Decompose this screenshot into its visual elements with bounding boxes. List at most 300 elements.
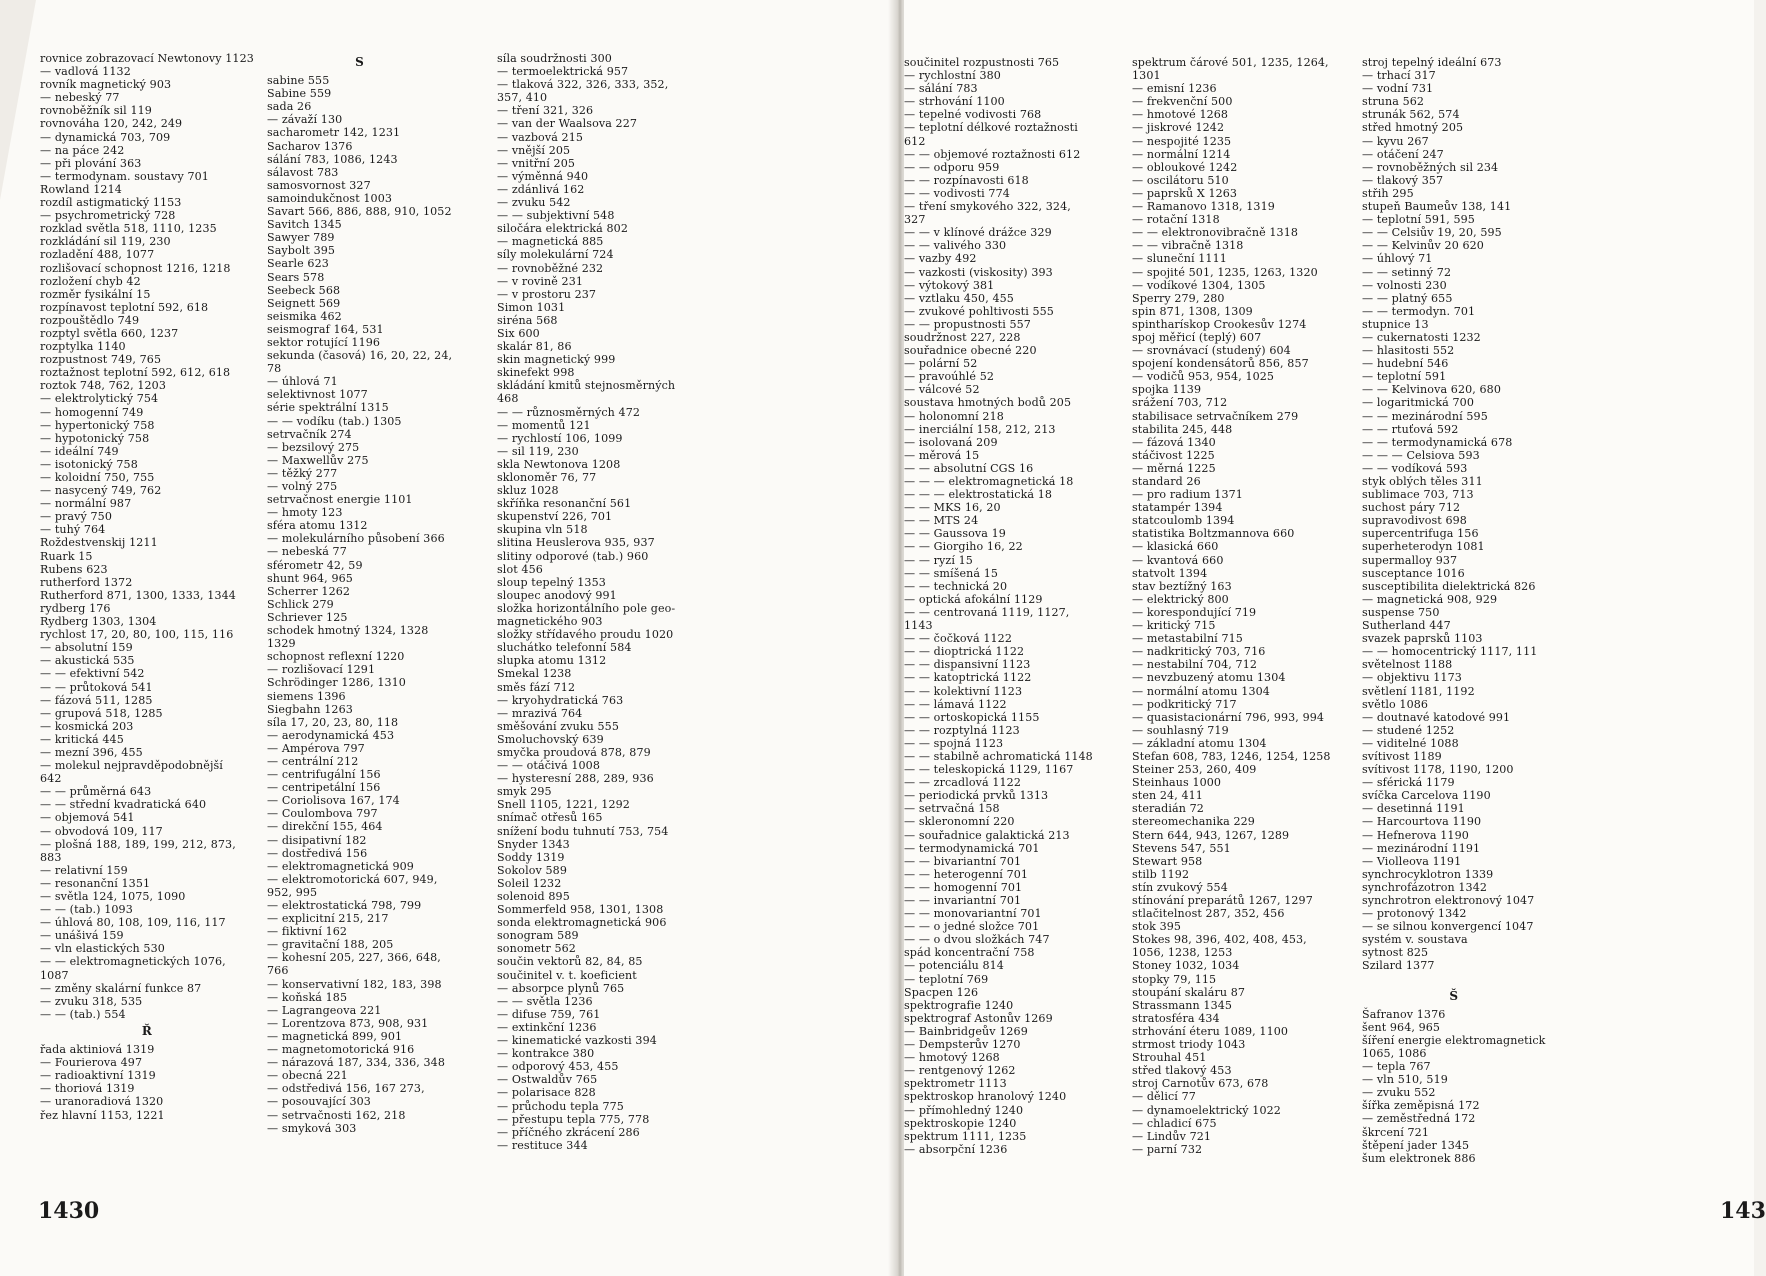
index-entry: série spektrální 1315 bbox=[267, 401, 389, 415]
index-column bbox=[1362, 56, 1545, 1165]
index-entry: — srovnávací (studený) 604 bbox=[1132, 344, 1291, 358]
index-entry: — obloukové 1242 bbox=[1132, 160, 1238, 174]
index-entry: — vodíkové 1304, 1305 bbox=[1132, 278, 1266, 292]
page-corner-fold bbox=[0, 0, 36, 200]
index-entry: — — otáčivá 1008 bbox=[497, 759, 600, 773]
index-entry: souřadnice obecné 220 bbox=[904, 344, 1037, 358]
index-entry: supravodivost 698 bbox=[1362, 514, 1467, 528]
index-entry: statcoulomb 1394 bbox=[1132, 514, 1235, 528]
index-entry: — plošná 188, 189, 199, 212, 873, bbox=[40, 837, 236, 851]
index-entry: 1301 bbox=[1132, 69, 1161, 83]
index-entry: — centrifugální 156 bbox=[267, 768, 381, 782]
index-entry: — — v klínové drážce 329 bbox=[904, 226, 1052, 240]
index-entry: 1329 bbox=[267, 637, 296, 651]
index-entry: — rentgenový 1262 bbox=[904, 1064, 1016, 1078]
index-entry: — molekul nejpravděpodobnější bbox=[40, 759, 223, 773]
index-entry: rutherford 1372 bbox=[40, 575, 133, 589]
index-entry: — teplotní 591, 595 bbox=[1362, 213, 1475, 227]
index-entry: Smekal 1238 bbox=[497, 667, 572, 681]
index-entry: rozladění 488, 1077 bbox=[40, 248, 155, 262]
index-entry: stratosféra 434 bbox=[1132, 1011, 1220, 1025]
index-entry: — vazkosti (viskosity) 393 bbox=[904, 265, 1053, 279]
index-entry: — Maxwellův 275 bbox=[267, 453, 369, 467]
index-entry: — dělicí 77 bbox=[1132, 1090, 1196, 1104]
index-entry: synchrotron elektronový 1047 bbox=[1362, 894, 1535, 907]
index-entry: — setrvačnosti 162, 218 bbox=[267, 1108, 406, 1122]
index-entry: — závaží 130 bbox=[267, 113, 343, 127]
page-number: 143 bbox=[1720, 1198, 1766, 1224]
index-entry: směs fází 712 bbox=[497, 680, 576, 694]
index-entry: — — (tab.) 554 bbox=[40, 1007, 126, 1021]
index-entry: — zvuku 552 bbox=[1362, 1086, 1436, 1100]
index-entry: — — valivého 330 bbox=[904, 239, 1007, 253]
index-entry: — — průměrná 643 bbox=[40, 785, 152, 799]
index-entry: — výtokový 381 bbox=[904, 278, 995, 292]
index-entry: sklonoměr 76, 77 bbox=[497, 471, 597, 484]
index-entry: — elektrolytický 754 bbox=[40, 392, 159, 406]
index-entry: Snyder 1343 bbox=[497, 837, 570, 851]
index-entry: — magnetická 885 bbox=[497, 235, 604, 249]
index-entry: — — termodynamická 678 bbox=[1362, 435, 1513, 449]
index-column bbox=[40, 52, 254, 1122]
index-entry: — absorpce plynů 765 bbox=[497, 981, 625, 995]
index-entry: — grupová 518, 1285 bbox=[40, 706, 163, 720]
index-entry: stabilita 245, 448 bbox=[1132, 422, 1233, 436]
index-entry: — — MKS 16, 20 bbox=[904, 501, 1001, 515]
index-entry: — gravitační 188, 205 bbox=[267, 938, 394, 952]
index-entry: — vln elastických 530 bbox=[40, 942, 165, 956]
index-entry: stroj tepelný ideální 673 bbox=[1362, 56, 1502, 69]
index-entry: — Lorentzova 873, 908, 931 bbox=[267, 1016, 429, 1030]
index-entry: sacharometr 142, 1231 bbox=[267, 126, 401, 140]
index-entry: stabilisace setrvačníkem 279 bbox=[1132, 409, 1299, 423]
index-entry: — — technická 20 bbox=[904, 579, 1008, 593]
index-entry: šent 964, 965 bbox=[1362, 1020, 1441, 1034]
index-entry: Schlick 279 bbox=[267, 597, 334, 611]
index-entry: — — homocentrický 1117, 111 bbox=[1362, 645, 1538, 659]
index-entry: — dynamoelektrický 1022 bbox=[1132, 1103, 1281, 1117]
index-entry: Scherrer 1262 bbox=[267, 584, 351, 598]
index-entry: — se silnou konvergencí 1047 bbox=[1362, 920, 1534, 934]
index-entry: — — Gaussova 19 bbox=[904, 527, 1006, 541]
index-entry: — — rozpínavosti 618 bbox=[904, 173, 1029, 187]
index-entry: — — dioptrická 1122 bbox=[904, 645, 1025, 659]
index-entry: — — elektronovibračně 1318 bbox=[1132, 226, 1299, 240]
index-entry: sektor rotující 1196 bbox=[267, 335, 381, 349]
index-entry: — polarisace 828 bbox=[497, 1086, 596, 1100]
index-entry: — klasická 660 bbox=[1132, 540, 1219, 554]
index-entry: směšování zvuku 555 bbox=[497, 719, 619, 733]
index-entry: — — — elektrostatická 18 bbox=[904, 488, 1053, 502]
index-entry: — metastabilní 715 bbox=[1132, 632, 1243, 646]
index-entry: systém v. soustava bbox=[1362, 933, 1468, 947]
index-entry: — fiktivní 162 bbox=[267, 925, 348, 939]
index-entry: — chladicí 675 bbox=[1132, 1116, 1217, 1130]
index-entry: stín zvukový 554 bbox=[1132, 880, 1228, 894]
index-entry: — příčného zkrácení 286 bbox=[497, 1125, 640, 1139]
index-entry: — smyková 303 bbox=[267, 1121, 357, 1135]
index-entry: — — vibračně 1318 bbox=[1132, 239, 1244, 253]
index-entry: — pravoúhlé 52 bbox=[904, 370, 995, 384]
index-entry: 1087 bbox=[40, 968, 69, 982]
index-entry: strmost triody 1043 bbox=[1132, 1038, 1246, 1052]
index-entry: rozpínavost teplotní 592, 618 bbox=[40, 300, 209, 314]
index-entry: — quasistacionární 796, 993, 994 bbox=[1132, 710, 1325, 724]
index-entry: Steiner 253, 260, 409 bbox=[1132, 763, 1257, 777]
index-entry: rozkládání sil 119, 230 bbox=[40, 235, 171, 249]
index-entry: šířka zeměpisná 172 bbox=[1362, 1099, 1480, 1113]
index-entry: — zeměstředná 172 bbox=[1362, 1112, 1476, 1126]
index-entry: — elektrostatická 798, 799 bbox=[267, 899, 422, 912]
index-entry: — viditelné 1088 bbox=[1362, 736, 1459, 750]
index-entry: — vln 510, 519 bbox=[1362, 1073, 1448, 1087]
index-column bbox=[497, 52, 675, 1152]
index-entry: — pro radium 1371 bbox=[1132, 488, 1243, 502]
index-entry: skládání kmitů stejnosměrných bbox=[497, 379, 676, 393]
index-entry: skla Newtonova 1208 bbox=[497, 457, 621, 471]
index-entry: rozlišovací schopnost 1216, 1218 bbox=[40, 261, 231, 275]
index-entry: samosvornost 327 bbox=[267, 178, 371, 192]
index-entry: skin magnetický 999 bbox=[497, 353, 616, 367]
index-entry: — hypertonický 758 bbox=[40, 418, 155, 432]
index-entry: siemens 1396 bbox=[267, 689, 346, 703]
index-entry: Stefan 608, 783, 1246, 1254, 1258 bbox=[1132, 749, 1331, 763]
index-entry: 883 bbox=[40, 850, 62, 864]
index-entry: Soddy 1319 bbox=[497, 850, 565, 864]
index-entry: — centripetální 156 bbox=[267, 781, 381, 795]
right-page bbox=[904, 0, 1754, 1276]
index-entry: — logaritmická 700 bbox=[1362, 396, 1474, 410]
index-entry: — doutnavé katodové 991 bbox=[1362, 710, 1511, 724]
index-entry: susceptibilita dielektrická 826 bbox=[1362, 579, 1536, 593]
index-entry: — kryohydratická 763 bbox=[497, 693, 624, 707]
index-entry: — rychlostní 380 bbox=[904, 69, 1001, 83]
index-entry: skinefekt 998 bbox=[497, 366, 575, 380]
index-entry: — — objemové roztažnosti 612 bbox=[904, 147, 1081, 161]
index-entry: — objektivu 1173 bbox=[1362, 671, 1462, 685]
index-entry: — tlakový 357 bbox=[1362, 173, 1444, 187]
index-entry: skalár 81, 86 bbox=[497, 340, 572, 354]
index-entry: — obecná 221 bbox=[267, 1069, 348, 1083]
index-entry: 327 bbox=[904, 213, 926, 227]
index-entry: Ruark 15 bbox=[40, 549, 93, 563]
index-entry: — Ampérova 797 bbox=[267, 741, 365, 755]
index-entry: rozklad světla 518, 1110, 1235 bbox=[40, 222, 217, 236]
index-entry: — koloidní 750, 755 bbox=[40, 471, 155, 484]
index-entry: synchrocyklotron 1339 bbox=[1362, 867, 1494, 881]
index-entry: — podkritický 717 bbox=[1132, 697, 1237, 711]
index-entry: — kritická 445 bbox=[40, 732, 124, 746]
index-entry: — v prostoru 237 bbox=[497, 287, 597, 301]
index-entry: spektroskop hranolový 1240 bbox=[904, 1090, 1067, 1104]
index-entry: — Bainbridgeův 1269 bbox=[904, 1024, 1028, 1038]
index-entry: svíčka Carcelova 1190 bbox=[1362, 789, 1491, 803]
index-entry: — — střední kvadratická 640 bbox=[40, 798, 207, 812]
index-entry: světlo 1086 bbox=[1362, 697, 1429, 711]
index-entry: — úhlová 71 bbox=[267, 375, 338, 389]
index-entry: sféra atomu 1312 bbox=[267, 519, 368, 533]
index-entry: Sommerfeld 958, 1301, 1308 bbox=[497, 903, 664, 917]
index-entry: šíření energie elektromagnetick bbox=[1362, 1033, 1546, 1047]
index-entry: síla 17, 20, 23, 80, 118 bbox=[267, 715, 399, 729]
index-entry: Roždestvenskij 1211 bbox=[40, 536, 158, 550]
index-entry: slot 456 bbox=[497, 562, 543, 576]
index-entry: 1143 bbox=[904, 619, 933, 633]
index-entry: Stoney 1032, 1034 bbox=[1132, 959, 1240, 973]
index-entry: rozdíl astigmatický 1153 bbox=[40, 196, 182, 210]
index-entry: Sawyer 789 bbox=[267, 231, 335, 245]
index-entry: stok 395 bbox=[1132, 920, 1182, 934]
index-entry: — oscilátoru 510 bbox=[1132, 173, 1229, 187]
index-entry: — Lindův 721 bbox=[1132, 1129, 1212, 1143]
index-entry: — — — elektromagnetická 18 bbox=[904, 475, 1074, 488]
index-entry: spektrometr 1113 bbox=[904, 1077, 1007, 1091]
index-entry: — Lagrangeova 221 bbox=[267, 1003, 382, 1017]
index-entry: — termodynamická 701 bbox=[904, 841, 1040, 855]
index-entry: — — vodíková 593 bbox=[1362, 461, 1468, 475]
index-entry: — Hefnerova 1190 bbox=[1362, 828, 1469, 842]
index-entry: — průchodu tepla 775 bbox=[497, 1099, 624, 1113]
index-entry: — základní atomu 1304 bbox=[1132, 736, 1267, 750]
index-entry: — — platný 655 bbox=[1362, 291, 1453, 305]
index-entry: Szilard 1377 bbox=[1362, 959, 1435, 973]
section-letter: Ř bbox=[141, 1023, 152, 1038]
index-entry: — hmotové 1268 bbox=[1132, 108, 1229, 122]
index-entry: solenoid 895 bbox=[497, 890, 570, 903]
index-entry: — nevzbuzený atomu 1304 bbox=[1132, 671, 1286, 685]
index-entry: — — kolektivní 1123 bbox=[904, 684, 1023, 698]
index-entry: — nespojité 1235 bbox=[1132, 134, 1232, 148]
index-entry: Stewart 958 bbox=[1132, 854, 1203, 868]
index-entry: — vodičů 953, 954, 1025 bbox=[1132, 370, 1275, 384]
index-entry: — protonový 1342 bbox=[1362, 907, 1467, 921]
index-entry: součinitel rozpustnosti 765 bbox=[904, 56, 1060, 69]
index-entry: stav beztížný 163 bbox=[1132, 579, 1232, 593]
index-entry: spojení kondensátorů 856, 857 bbox=[1132, 357, 1309, 371]
index-entry: — — světla 1236 bbox=[497, 994, 593, 1008]
index-entry: roztažnost teplotní 592, 612, 618 bbox=[40, 366, 231, 380]
index-entry: — hysteresní 288, 289, 936 bbox=[497, 772, 654, 786]
index-entry: skříňka resonanční 561 bbox=[497, 497, 632, 511]
index-entry: — thoriová 1319 bbox=[40, 1082, 135, 1096]
index-entry: suchost páry 712 bbox=[1362, 501, 1461, 515]
index-entry: — nebeský 77 bbox=[40, 91, 120, 105]
index-entry: Six 600 bbox=[497, 326, 540, 340]
index-entry: střed hmotný 205 bbox=[1362, 121, 1464, 135]
index-entry: slupka atomu 1312 bbox=[497, 654, 607, 668]
index-entry: rozpustnost 749, 765 bbox=[40, 353, 162, 367]
index-entry: rozložení chyb 42 bbox=[40, 274, 141, 288]
index-entry: — resonanční 1351 bbox=[40, 876, 151, 890]
index-entry: — momentů 121 bbox=[497, 418, 591, 432]
index-entry: složka horizontálního pole geo- bbox=[497, 601, 676, 615]
index-entry: řez hlavní 1153, 1221 bbox=[40, 1108, 165, 1122]
index-entry: srážení 703, 712 bbox=[1132, 396, 1228, 410]
index-entry: — — ryzí 15 bbox=[904, 553, 973, 567]
index-entry: stupnice 13 bbox=[1362, 317, 1429, 331]
index-entry: Stern 644, 943, 1267, 1289 bbox=[1132, 828, 1290, 842]
index-entry: — Coriolisova 167, 174 bbox=[267, 794, 400, 808]
index-entry: Simon 1031 bbox=[497, 300, 566, 314]
index-entry: — centrální 212 bbox=[267, 754, 359, 768]
index-entry: — tuhý 764 bbox=[40, 523, 106, 537]
index-entry: — tření smykového 322, 324, bbox=[904, 200, 1071, 214]
index-entry: spektrografie 1240 bbox=[904, 998, 1014, 1012]
index-entry: rovník magnetický 903 bbox=[40, 78, 172, 92]
index-entry: — tlaková 322, 326, 333, 352, bbox=[497, 78, 669, 92]
index-entry: — pravý 750 bbox=[40, 510, 112, 524]
index-entry: stereomechanika 229 bbox=[1132, 815, 1255, 829]
index-entry: sten 24, 411 bbox=[1132, 789, 1203, 803]
index-entry: — dostředivá 156 bbox=[267, 846, 368, 860]
index-entry: statvolt 1394 bbox=[1132, 566, 1208, 580]
index-entry: — hlasitosti 552 bbox=[1362, 344, 1455, 358]
index-entry: Rowland 1214 bbox=[40, 182, 122, 196]
index-entry: spád koncentrační 758 bbox=[904, 946, 1035, 960]
index-entry: slitina Heuslerova 935, 937 bbox=[497, 536, 655, 550]
index-entry: — nadkritický 703, 716 bbox=[1132, 645, 1266, 659]
index-entry: — úhlový 71 bbox=[1362, 252, 1433, 266]
index-entry: soustava hmotných bodů 205 bbox=[904, 396, 1072, 410]
index-entry: rovnoběžník sil 119 bbox=[40, 104, 152, 118]
index-entry: — difuse 759, 761 bbox=[497, 1007, 601, 1021]
index-entry: — mrazivá 764 bbox=[497, 706, 583, 720]
index-entry: schopnost reflexní 1220 bbox=[267, 650, 405, 664]
index-entry: stupeň Baumeův 138, 141 bbox=[1362, 200, 1512, 214]
index-entry: siréna 568 bbox=[497, 313, 558, 327]
index-entry: — konservativní 182, 183, 398 bbox=[267, 977, 442, 991]
index-entry: Smoluchovský 639 bbox=[497, 732, 604, 746]
index-entry: — rozlišovací 1291 bbox=[267, 663, 376, 677]
index-entry: — termoelektrická 957 bbox=[497, 65, 629, 79]
index-entry: sonometr 562 bbox=[497, 942, 576, 956]
index-entry: — isotonický 758 bbox=[40, 457, 138, 471]
index-entry: Sperry 279, 280 bbox=[1132, 291, 1225, 305]
index-entry: — — MTS 24 bbox=[904, 514, 979, 528]
index-entry: — jiskrové 1242 bbox=[1132, 121, 1225, 135]
index-entry: — — (tab.) 1093 bbox=[40, 903, 133, 917]
index-entry: — rovnoběžných sil 234 bbox=[1362, 160, 1499, 174]
index-entry: — Harcourtova 1190 bbox=[1362, 815, 1482, 829]
index-entry: — van der Waalsova 227 bbox=[497, 117, 638, 131]
index-entry: — přestupu tepla 775, 778 bbox=[497, 1112, 650, 1126]
index-entry: — — setinný 72 bbox=[1362, 265, 1452, 279]
index-entry: — — Giorgiho 16, 22 bbox=[904, 540, 1023, 554]
index-entry: světelnost 1188 bbox=[1362, 658, 1453, 672]
index-entry: 952, 995 bbox=[267, 885, 318, 899]
index-entry: svítivost 1189 bbox=[1362, 749, 1442, 763]
index-entry: shunt 964, 965 bbox=[267, 571, 353, 585]
index-entry: součin vektorů 82, 84, 85 bbox=[497, 955, 643, 969]
index-entry: — odporový 453, 455 bbox=[497, 1060, 619, 1074]
index-entry: sytnost 825 bbox=[1362, 946, 1429, 960]
index-entry: — fázová 511, 1285 bbox=[40, 693, 153, 707]
index-entry: — — teleskopická 1129, 1167 bbox=[904, 763, 1074, 777]
index-entry: — — dispansivní 1123 bbox=[904, 658, 1031, 672]
index-entry: — bezsilový 275 bbox=[267, 440, 360, 454]
index-column bbox=[267, 52, 452, 1135]
index-entry: — — smíšená 15 bbox=[904, 566, 999, 580]
index-entry: — Fourierova 497 bbox=[40, 1056, 143, 1070]
index-entry: — hmoty 123 bbox=[267, 506, 343, 520]
index-entry: Stokes 98, 396, 402, 408, 453, bbox=[1132, 933, 1307, 947]
index-entry: — — centrovaná 1119, 1127, bbox=[904, 605, 1070, 619]
index-entry: Saybolt 395 bbox=[267, 244, 336, 258]
index-entry: Stevens 547, 551 bbox=[1132, 841, 1231, 855]
index-entry: — Ostwaldův 765 bbox=[497, 1073, 598, 1087]
index-entry: Seebeck 568 bbox=[267, 283, 341, 297]
index-entry: Snell 1105, 1221, 1292 bbox=[497, 798, 630, 812]
section-letter: S bbox=[355, 55, 364, 69]
index-entry: — těžký 277 bbox=[267, 466, 338, 480]
index-entry: — kosmická 203 bbox=[40, 719, 134, 733]
index-entry: — — rozptylná 1123 bbox=[904, 723, 1020, 737]
index-entry: — restituce 344 bbox=[497, 1138, 588, 1152]
index-entry: stoupání skaláru 87 bbox=[1132, 985, 1246, 999]
index-entry: — — Kelvinova 620, 680 bbox=[1362, 383, 1501, 397]
index-entry: magnetického 903 bbox=[497, 615, 603, 629]
index-entry: — objemová 541 bbox=[40, 811, 135, 825]
index-entry: — absorpční 1236 bbox=[904, 1142, 1008, 1156]
index-entry: — optická afokální 1129 bbox=[904, 592, 1043, 606]
index-entry: 1065, 1086 bbox=[1362, 1046, 1427, 1060]
index-entry: — normální atomu 1304 bbox=[1132, 684, 1270, 698]
index-entry: snímač otřesů 165 bbox=[497, 811, 603, 825]
index-entry: — — propustnosti 557 bbox=[904, 317, 1031, 331]
index-entry: sublimace 703, 713 bbox=[1362, 488, 1474, 502]
index-entry: — Violleova 1191 bbox=[1362, 854, 1462, 868]
index-entry: skluz 1028 bbox=[497, 484, 559, 498]
index-entry: — studené 1252 bbox=[1362, 723, 1455, 737]
index-entry: stilb 1192 bbox=[1132, 867, 1190, 881]
index-entry: statistika Boltzmannova 660 bbox=[1132, 527, 1295, 541]
index-entry: — emisní 1236 bbox=[1132, 82, 1217, 96]
index-entry: stopky 79, 115 bbox=[1132, 972, 1217, 986]
index-entry: — nasycený 749, 762 bbox=[40, 484, 162, 498]
index-entry: — volný 275 bbox=[267, 480, 338, 493]
index-entry: strunák 562, 574 bbox=[1362, 108, 1460, 122]
index-entry: — vazby 492 bbox=[904, 252, 977, 266]
index-entry: — hmotový 1268 bbox=[904, 1051, 1000, 1065]
index-entry: sálavost 783 bbox=[267, 165, 339, 179]
index-entry: svazek paprsků 1103 bbox=[1362, 632, 1483, 646]
index-entry: Spacpen 126 bbox=[904, 985, 979, 999]
index-entry: — — rtuťová 592 bbox=[1362, 422, 1459, 436]
index-entry: sabine 555 bbox=[267, 74, 330, 88]
index-entry: Siegbahn 1263 bbox=[267, 702, 353, 716]
index-entry: roztok 748, 762, 1203 bbox=[40, 379, 166, 393]
index-entry: schodek hmotný 1324, 1328 bbox=[267, 624, 429, 638]
index-entry: — cukernatosti 1232 bbox=[1362, 330, 1481, 344]
index-entry: Sutherland 447 bbox=[1362, 619, 1451, 633]
index-entry: — holonomní 218 bbox=[904, 409, 1004, 423]
index-entry: — zvuku 542 bbox=[497, 196, 571, 210]
index-entry: — — čočková 1122 bbox=[904, 632, 1012, 646]
index-entry: Strouhal 451 bbox=[1132, 1051, 1207, 1065]
index-entry: statampér 1394 bbox=[1132, 501, 1223, 515]
index-entry: susceptance 1016 bbox=[1362, 566, 1465, 580]
index-entry: smyk 295 bbox=[497, 785, 552, 799]
index-entry: — rovnoběžné 232 bbox=[497, 261, 604, 275]
index-entry: — — stabilně achromatická 1148 bbox=[904, 749, 1093, 763]
index-entry: sada 26 bbox=[267, 100, 312, 114]
index-entry: — aerodynamická 453 bbox=[267, 728, 395, 742]
index-entry: — odstředivá 156, 167 273, bbox=[267, 1082, 425, 1096]
index-entry: — vadlová 1132 bbox=[40, 65, 131, 79]
index-entry: — kritický 715 bbox=[1132, 619, 1216, 633]
index-entry: — absolutní 159 bbox=[40, 641, 133, 655]
index-entry: — elektromagnetická 909 bbox=[267, 859, 414, 873]
